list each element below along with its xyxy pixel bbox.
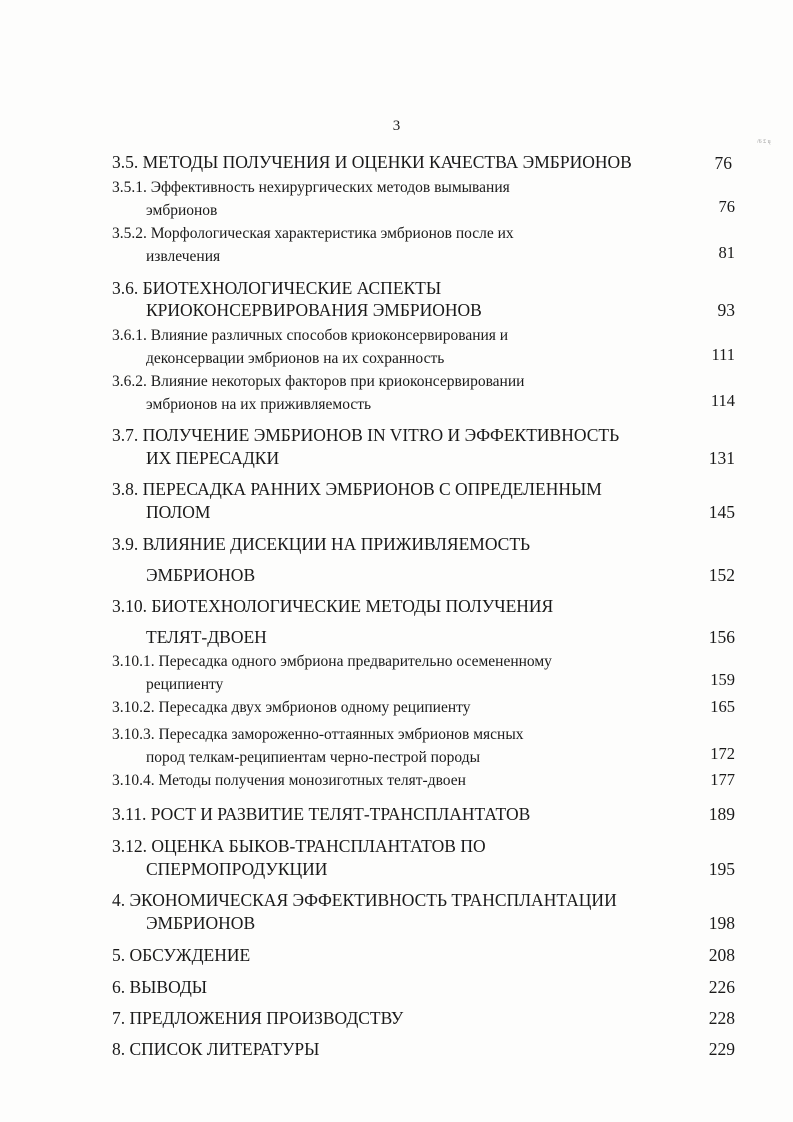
- toc-entry-line: ПОЛОМ: [146, 502, 211, 522]
- toc-page-number: 81: [718, 243, 735, 262]
- toc-entry-line: 3.10. БИОТЕХНОЛОГИЧЕСКИЕ МЕТОДЫ ПОЛУЧЕНИЯ: [112, 596, 554, 616]
- toc-page-number: 76: [714, 153, 732, 173]
- toc-entry-line: деконсервации эмбрионов на их сохранность: [146, 350, 445, 367]
- toc-entry-line: эмбрионов: [146, 202, 218, 219]
- toc-page-number: 93: [717, 300, 735, 320]
- toc-entry-line: пород телкам-реципиентам черно-пестрой породы: [146, 749, 481, 766]
- toc-page-number: 159: [710, 670, 735, 689]
- toc-page-number: 111: [711, 345, 735, 364]
- toc-entry-line: ИХ ПЕРЕСАДКИ: [146, 448, 280, 468]
- toc-page-number: 189: [708, 804, 735, 824]
- toc-entry-line: 3.12. ОЦЕНКА БЫКОВ-ТРАНСПЛАНТАТОВ ПО: [112, 836, 486, 856]
- toc-page-number: 229: [708, 1039, 735, 1059]
- toc-entry-line: 3.5.1. Эффективность нехирургических методов вымывания: [112, 179, 510, 196]
- toc-entry-line: 3.10.4. Методы получения монозиготных телят-двоен: [112, 772, 466, 789]
- toc-entry-line: СПЕРМОПРОДУКЦИИ: [146, 859, 328, 879]
- toc-entry-line: 3.5.2. Морфологическая характеристика эмбрионов после их: [112, 225, 514, 242]
- toc-page-number: 145: [708, 502, 735, 522]
- toc-entry-line: КРИОКОНСЕРВИРОВАНИЯ ЭМБРИОНОВ: [146, 300, 482, 320]
- toc-entry-line: 3.6. БИОТЕХНОЛОГИЧЕСКИЕ АСПЕКТЫ: [112, 278, 442, 298]
- toc-entry-line: 7. ПРЕДЛОЖЕНИЯ ПРОИЗВОДСТВУ: [112, 1008, 404, 1028]
- toc-entry-line: 3.6.1. Влияние различных способов криоконсервирования и: [112, 327, 509, 344]
- toc-entry-line: 3.9. ВЛИЯНИЕ ДИСЕКЦИИ НА ПРИЖИВЛЯЕМОСТЬ: [112, 534, 531, 554]
- toc-entry-line: ЭМБРИОНОВ: [146, 565, 256, 585]
- toc-entry-line: 6. ВЫВОДЫ: [112, 977, 208, 997]
- toc-page-number: 156: [708, 627, 735, 647]
- toc-entry-line: эмбрионов на их приживляемость: [146, 396, 372, 413]
- page-number: 3: [392, 118, 401, 134]
- toc-page-number: 165: [710, 697, 735, 716]
- toc-entry-line: 3.11. РОСТ И РАЗВИТИЕ ТЕЛЯТ-ТРАНСПЛАНТАТОВ: [112, 804, 531, 824]
- toc-page-number: 195: [708, 859, 735, 879]
- toc-entry-line: 3.5. МЕТОДЫ ПОЛУЧЕНИЯ И ОЦЕНКИ КАЧЕСТВА ЭМБРИОНОВ: [112, 152, 632, 172]
- corner-mark: /6 £ ų: [757, 139, 771, 145]
- toc-entry-line: 3.10.1. Пересадка одного эмбриона предварительно осемененному: [112, 653, 552, 670]
- toc-entry-line: ТЕЛЯТ-ДВОЕН: [146, 627, 267, 647]
- toc-page-number: 226: [708, 977, 735, 997]
- toc-entry-line: реципиенту: [146, 676, 224, 693]
- toc-page-number: 172: [710, 744, 735, 763]
- toc-entry-line: 8. СПИСОК ЛИТЕРАТУРЫ: [112, 1039, 320, 1059]
- toc-entry-line: ЭМБРИОНОВ: [146, 913, 256, 933]
- toc-entry-line: 3.7. ПОЛУЧЕНИЕ ЭМБРИОНОВ IN VITRO И ЭФФЕКТИВНОСТЬ: [112, 425, 620, 445]
- toc-page-number: 114: [710, 391, 735, 410]
- toc-page-number: 208: [708, 945, 735, 965]
- toc-page-number: 228: [708, 1008, 735, 1028]
- toc-entry-line: 4. ЭКОНОМИЧЕСКАЯ ЭФФЕКТИВНОСТЬ ТРАНСПЛАНТАЦИИ: [112, 890, 617, 910]
- toc-entry-line: 3.8. ПЕРЕСАДКА РАННИХ ЭМБРИОНОВ С ОПРЕДЕЛЕННЫМ: [112, 479, 602, 499]
- toc-page-number: 152: [708, 565, 735, 585]
- toc-entry-line: 3.10.2. Пересадка двух эмбрионов одному реципиенту: [112, 699, 471, 716]
- toc-page-number: 131: [708, 448, 735, 468]
- toc-page-number: 177: [710, 770, 735, 789]
- toc-page-number: 198: [708, 913, 735, 933]
- toc-entry-line: 3.6.2. Влияние некоторых факторов при криоконсервировании: [112, 373, 525, 390]
- toc-entry-line: 5. ОБСУЖДЕНИЕ: [112, 945, 251, 965]
- toc-entry-line: 3.10.3. Пересадка замороженно-оттаянных эмбрионов мясных: [112, 726, 524, 743]
- toc-page-number: 76: [718, 197, 735, 216]
- toc-entry-line: извлечения: [146, 248, 221, 265]
